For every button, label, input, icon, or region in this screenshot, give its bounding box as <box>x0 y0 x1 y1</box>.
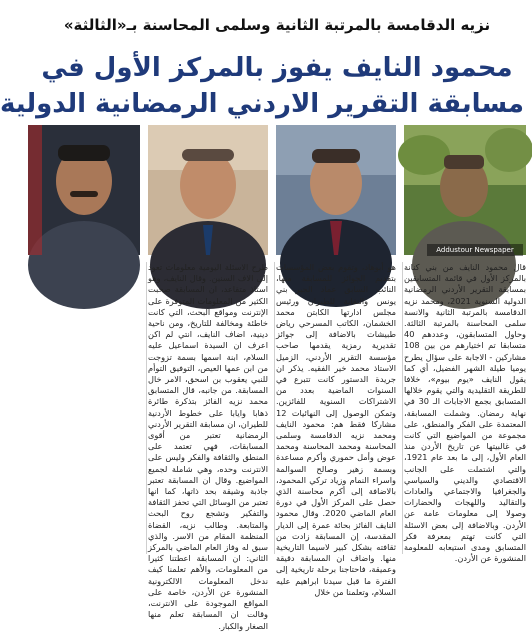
photo-mahmoud-nayef <box>404 125 526 255</box>
photo-sponsor-man <box>148 125 268 255</box>
article-column-2 <box>276 262 397 597</box>
kicker-subheadline: نزيه الدقامسة بالمرتبة الثانية وسلمى المحاسنة بـ«الثالثة» <box>63 16 491 34</box>
headline-line-2: مسابقة التقرير الاردني الرمضانية الدولية <box>0 89 524 119</box>
photo-nazih-daqamseh <box>276 125 396 255</box>
article-column-3 <box>148 262 268 631</box>
photo-credit: Addustour Newspaper <box>427 244 523 256</box>
photo-journalist-man <box>28 125 140 255</box>
article-column-1 <box>404 262 527 564</box>
article-text: هو أبوهاد، وتقوم بعض المؤسسات بتقديم الجوائز للمسابقة منها، النائب السابق عماد الجبر بني يونس والنقابة للطيران ورئيس مجلس ادارتها الكابتن محمد الخشمان، الكاتب المسرحي رياض طبيشات بالاضافة إلى جوائز تقديرية رمزية يقدمها صاحب مؤسسة التقرير الأردني، الزميل الاستاذ محمد خير الفقيه. يذكر ان جريدة الدستور كانت تتبرع في السنوات الماضية بعدد من الاشتراكات السنوية للفائزين. وتمكن الوصول إلى النهائيات 12 مشاركا فقط هم: محمود النايف ومحمد نزيه الدقامسة وسلمى المحاسنة ومحمد المحاسنة ومحمد عوض وأمل حموري وأكرم مساعدة وبسمة زهير وصالح السوالمة واسراء النمام وزياد تركي المحمود، بالاضافة إلى أكرم محاسنة الذي حصل على المركز الأول في دورة العام الماضي 2020. وقال محمود النايف الفائز بحائة عمرة إلى الديار المقدسة، إن المسابقة زادت من ثقافته بشكل كبير لاسيما التاريخية منها. واضاف ان المسابقة دقيقة وعميقة، فاحتاجنا برحلة تاريخية إلى الفترة ما قبل سيدنا ابراهيم عليه السلام، وتعلمنا من خلال <box>276 262 397 597</box>
photo-strip <box>28 125 526 255</box>
article-column-4 <box>28 262 140 556</box>
article-text: قال محمود النايف من بني كنانة بالمركز الأول في قائمة المتسابقين بمسابقة التقرير الأردني الرمضانية الدولية السنوية 2021، ومحمد نزيه الدقامسة بالمرتبة الثانية والانسة سلمى المحاسنة بالمرتبة الثالثة. وحاول المتسابقون، وعددهم 40 متسابقا تم اختيارهم من بين 108 مشاركين - الاجابة على سؤال يطرح يوميا طيلة الشهر الفضيل، أي كما يقول النايف «يوم بيوم»، خلافا للطريقة التقليدية والتي يقوم خلالها المتسابق بجمع الاجابات الـ 30 في نهاية رمضان. وشملت المسابقة، المعتمدة على الفكر والمنطق، على مجموعة من المواضيع التي كانت في غالبيتها عن تاريخ الأردن منذ العام الأول، إلى ما بعد عام 1921، والتي اشتملت على الجانب الاقتصادي والديني والسياسي والجغرافيا والاجتماعي والعادات والتقاليد واللهجات والحضارات وصولا إلى معلومات عامة عن الأردن. وبالاضافة إلى بعض الاسئلة التي كانت تهتم بمعرفة فكر المتسابق ومدى استيعابه للمعلومة المنشورة عن الأردن. <box>404 262 527 564</box>
article-columns <box>28 262 527 631</box>
article-text: طرح الاسئلة اليومية معلومات تعود إلى الاف السنين. وقال النايف، وهو استاذ متقاعد، ان المسابقة صحبت الكثير من المعلومات المتوفرة على الإنترنت ومواقع البحث، التي كانت خاطئة ومخالفة للتاريخ، ومن ناحية دينية، اضاف النايف، انتي لم اكن اعرف ان السيدة اسماعيل عليه السلام، ابنة اسمها بسمة تزوجت من ابن عمها العيص، التوفيق التوأم للنبي يعقوب بن اسحق، الامر خال المسابقة. من جانبه، قال المتسابق محمد نزيه الفائز بتذكرة طائرة ذهابا وايابا على خطوط الأردنية للطيران، ان مسابقة التقرير الأردني الرمضانية تعتبر من أقوى المسابقات، فهي تعتمد على المنطق والثقافة والفكر وليس على الانترنت وحده، وهي شاملة لجميع المواضيع. وقال ان المسابقة تعتبر جاذبة وشيقة بحد ذاتها، كما انها تعتبر من الوسائل التي تحفز الثقافة والتفكير وتشجع روح البحث والمتابعة. وطالب نزيه، القضاة المنظمة المقام من الاسر. والذي سبق له وفاز العام الماضي بالمركز الثاني: ان المسابقة اعطتنا كثيرا من المعلومات، والأهم تعلمنا كيف ندخل المعلومات الالكترونية المنشورة عن الأردن، خاصة على المواقع الموجودة على الانترنت، وقالت ان المسابقة تعلم منها الصغار والكبار. <box>148 262 268 631</box>
main-headline <box>0 50 524 122</box>
headline-line-1: محمود النايف يفوز بالمركز الأول في <box>41 53 513 83</box>
